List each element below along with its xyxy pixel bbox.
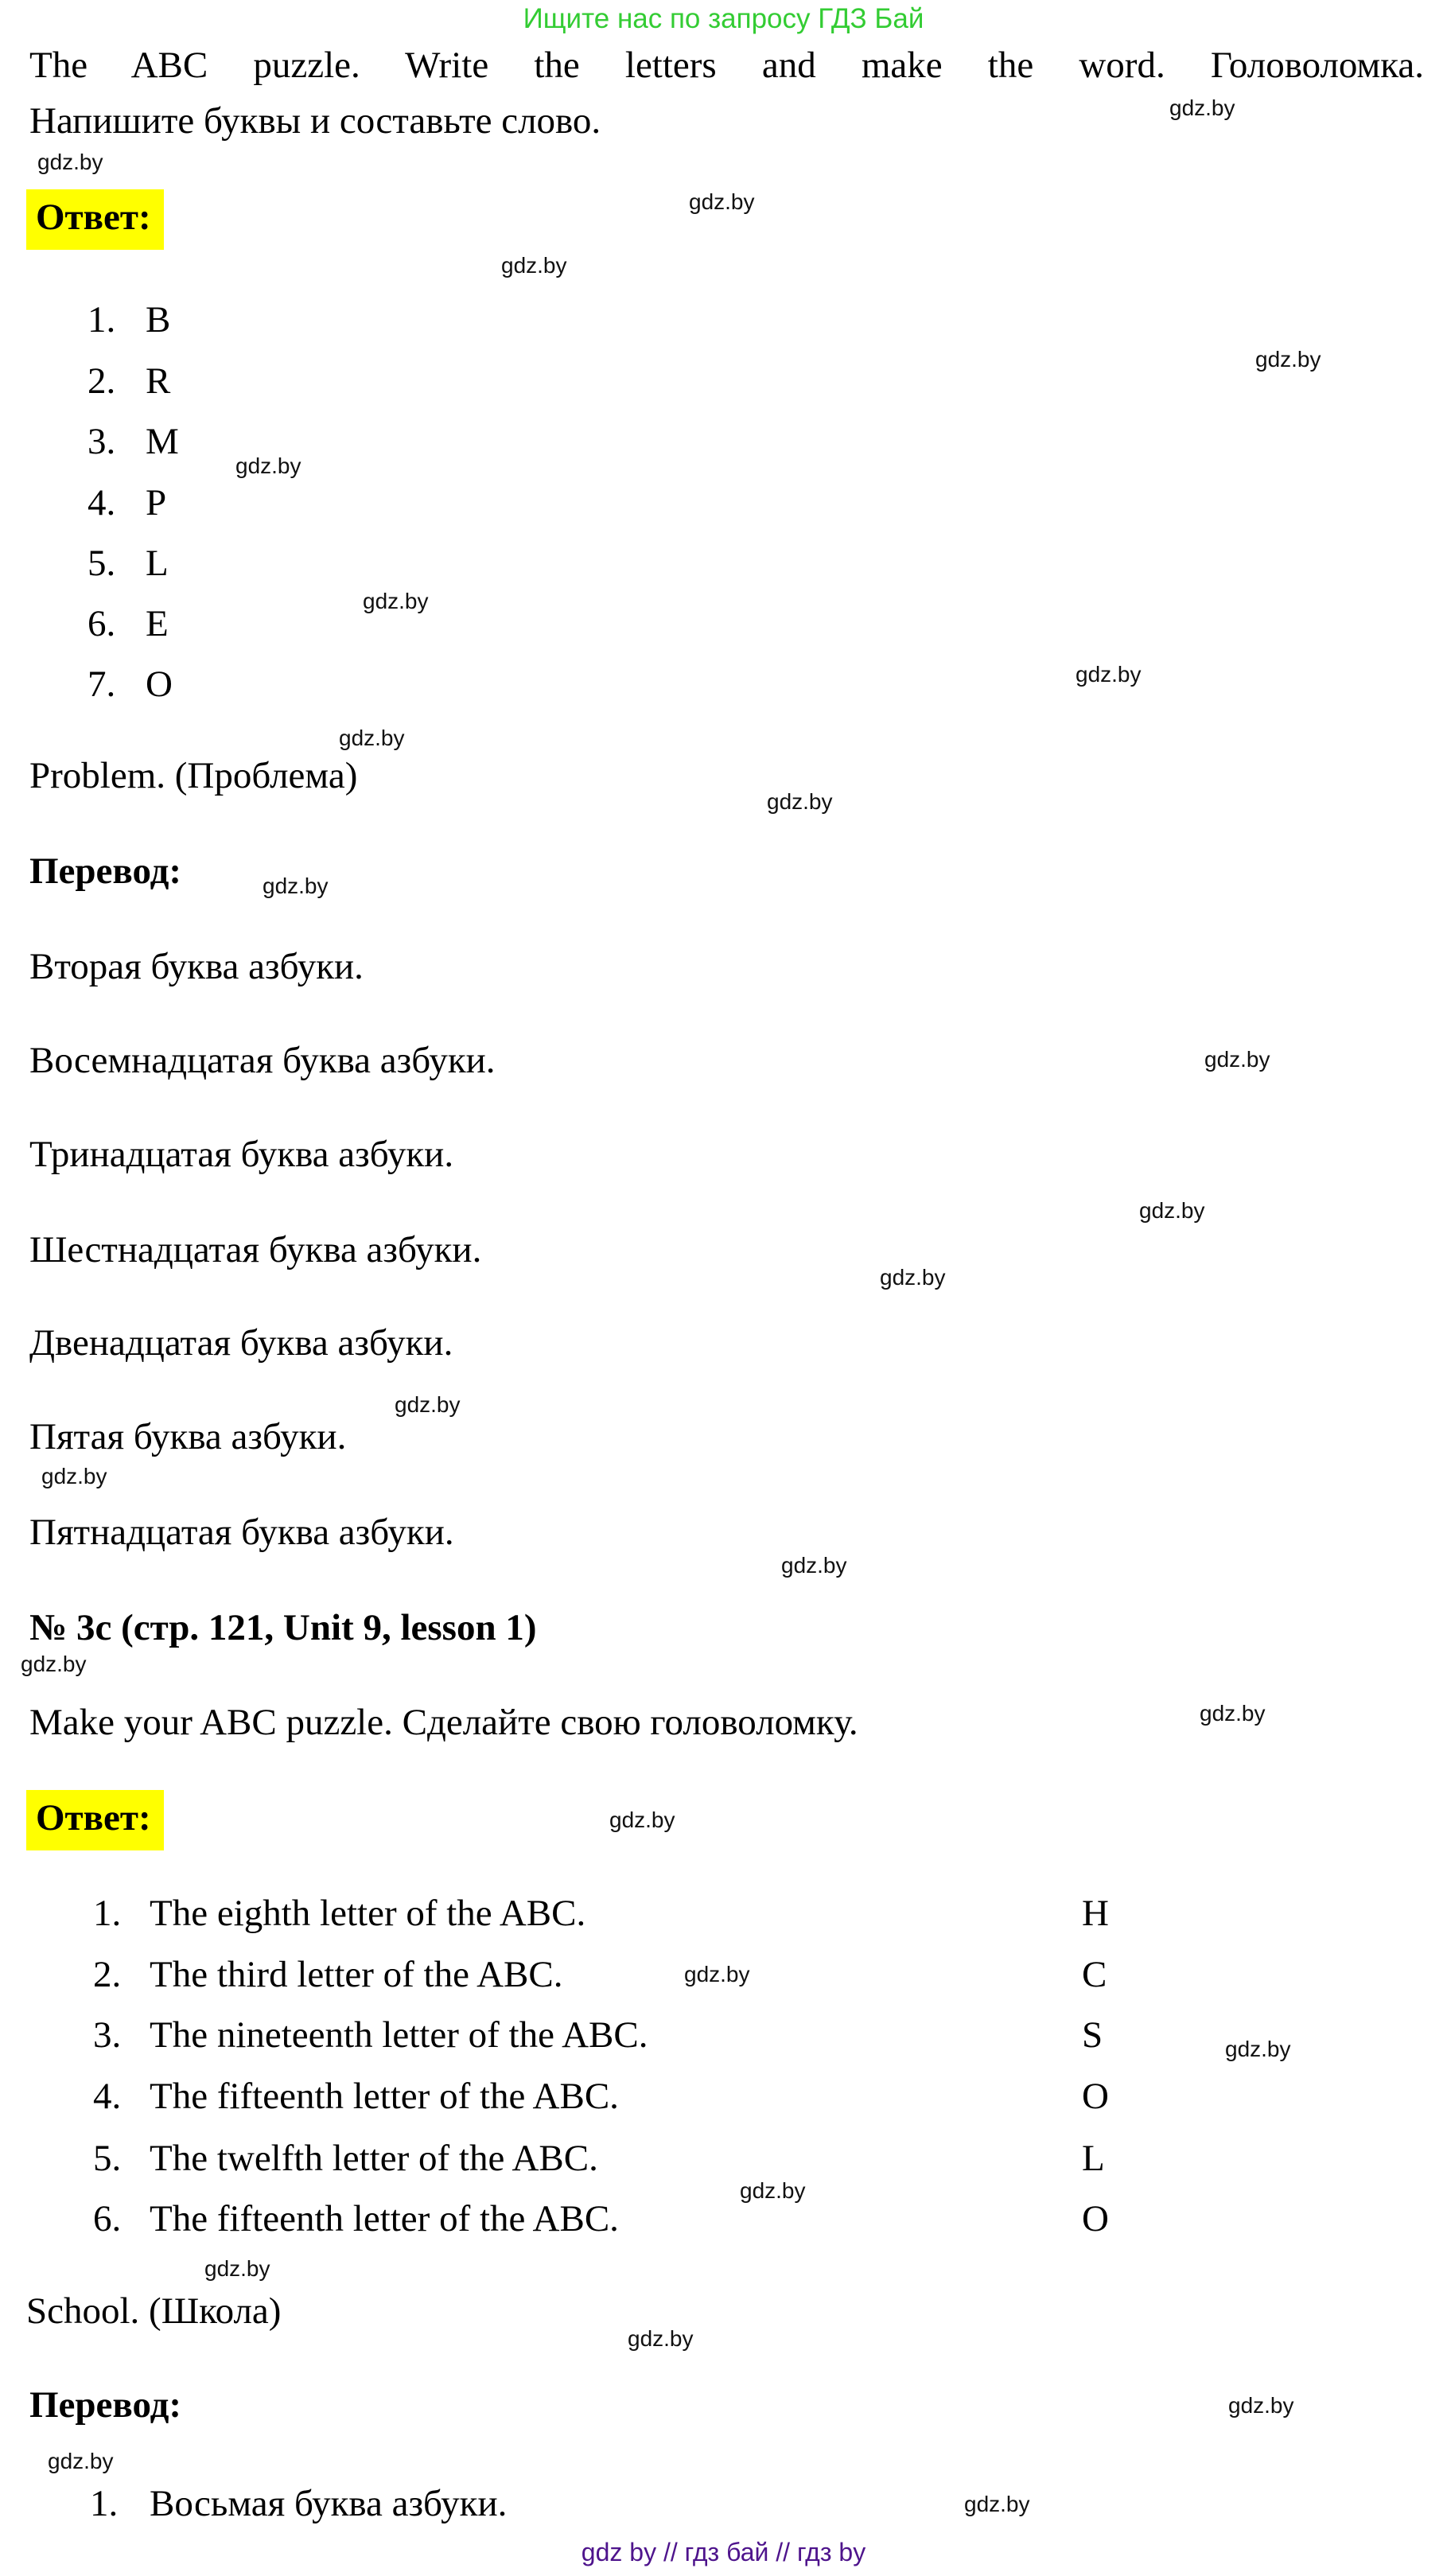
watermark: gdz.by <box>684 1962 750 1986</box>
translation-label: Перевод: <box>29 2384 182 2426</box>
watermark: gdz.by <box>339 726 405 750</box>
translation-item-number: 1. <box>90 2483 119 2524</box>
watermark: gdz.by <box>263 874 329 898</box>
list-item-letter: R <box>146 360 171 402</box>
task1-word-answer: Problem. (Проблема) <box>29 755 358 796</box>
puzzle-item-text: The nineteenth letter of the ABC. <box>150 2014 648 2056</box>
translation-line: Тринадцатая буква азбуки. <box>29 1134 454 1175</box>
watermark: gdz.by <box>781 1553 847 1578</box>
answer-label-highlighted: Ответ: <box>26 1790 164 1850</box>
translation-label: Перевод: <box>29 850 182 892</box>
puzzle-item-number: 4. <box>93 2076 122 2117</box>
translation-line: Вторая буква азбуки. <box>29 946 364 987</box>
translation-line: Шестнадцатая буква азбуки. <box>29 1229 482 1270</box>
list-item-number: 4. <box>88 482 116 523</box>
puzzle-item-letter: S <box>1082 2014 1103 2056</box>
puzzle-item-number: 6. <box>93 2198 122 2239</box>
watermark: gdz.by <box>204 2256 270 2281</box>
promo-banner-bottom: gdz by // гдз бай // гдз by <box>581 2538 866 2566</box>
puzzle-item-text: The fifteenth letter of the ABC. <box>150 2076 619 2117</box>
watermark: gdz.by <box>235 453 301 478</box>
task1-title-line1: The ABC puzzle. Write the letters and make the word. Головоломка. <box>29 45 1424 86</box>
puzzle-item-letter: C <box>1082 1954 1107 1995</box>
list-item-letter: B <box>146 299 171 340</box>
watermark: gdz.by <box>501 253 567 278</box>
translation-line: Пятая буква азбуки. <box>29 1416 347 1457</box>
puzzle-item-text: The eighth letter of the ABC. <box>150 1893 586 1934</box>
puzzle-item-number: 3. <box>93 2014 122 2056</box>
list-item-number: 5. <box>88 543 116 584</box>
puzzle-item-letter: O <box>1082 2198 1109 2239</box>
watermark: gdz.by <box>740 2178 806 2203</box>
watermark: gdz.by <box>395 1392 461 1417</box>
task2-title: Make your ABC puzzle. Сделайте свою головоломку. <box>29 1702 858 1743</box>
list-item-letter: L <box>146 543 169 584</box>
list-item-number: 7. <box>88 663 116 705</box>
puzzle-item-text: The third letter of the ABC. <box>150 1954 563 1995</box>
watermark: gdz.by <box>37 150 103 174</box>
watermark: gdz.by <box>48 2449 114 2473</box>
answer-label-highlighted: Ответ: <box>26 189 164 250</box>
watermark: gdz.by <box>880 1265 946 1290</box>
task2-heading: № 3c (стр. 121, Unit 9, lesson 1) <box>29 1607 537 1648</box>
puzzle-item-number: 2. <box>93 1954 122 1995</box>
task2-word-answer: School. (Школа) <box>26 2290 282 2332</box>
watermark: gdz.by <box>21 1652 87 1676</box>
watermark: gdz.by <box>1228 2393 1294 2418</box>
watermark: gdz.by <box>1076 662 1142 687</box>
watermark: gdz.by <box>964 2492 1030 2516</box>
watermark: gdz.by <box>609 1807 675 1832</box>
puzzle-item-number: 1. <box>93 1893 122 1934</box>
translation-item-text: Восьмая буква азбуки. <box>150 2483 508 2524</box>
watermark: gdz.by <box>41 1464 107 1488</box>
puzzle-item-text: The twelfth letter of the ABC. <box>150 2138 598 2179</box>
puzzle-item-letter: O <box>1082 2076 1109 2117</box>
list-item-letter: E <box>146 603 169 644</box>
list-item-number: 1. <box>88 299 116 340</box>
translation-line: Двенадцатая буква азбуки. <box>29 1322 453 1364</box>
watermark: gdz.by <box>767 789 833 814</box>
watermark: gdz.by <box>1255 347 1321 372</box>
watermark: gdz.by <box>1204 1047 1270 1072</box>
watermark: gdz.by <box>1169 95 1235 120</box>
list-item-letter: O <box>146 663 173 705</box>
watermark: gdz.by <box>1200 1701 1266 1726</box>
puzzle-item-number: 5. <box>93 2138 122 2179</box>
watermark: gdz.by <box>689 189 755 214</box>
watermark: gdz.by <box>1225 2037 1291 2061</box>
puzzle-item-letter: L <box>1082 2138 1105 2179</box>
watermark: gdz.by <box>628 2326 694 2351</box>
list-item-letter: M <box>146 421 179 462</box>
list-item-number: 6. <box>88 603 116 644</box>
watermark: gdz.by <box>363 589 429 613</box>
list-item-number: 2. <box>88 360 116 402</box>
translation-line: Восемнадцатая буква азбуки. <box>29 1040 496 1081</box>
watermark: gdz.by <box>1139 1198 1205 1223</box>
task1-title-line2: Напишите буквы и составьте слово. <box>29 100 601 142</box>
puzzle-item-letter: H <box>1082 1893 1109 1934</box>
translation-line: Пятнадцатая буква азбуки. <box>29 1512 454 1553</box>
promo-banner-top: Ищите нас по запросу ГДЗ Бай <box>523 3 924 34</box>
list-item-letter: P <box>146 482 167 523</box>
list-item-number: 3. <box>88 421 116 462</box>
puzzle-item-text: The fifteenth letter of the ABC. <box>150 2198 619 2239</box>
